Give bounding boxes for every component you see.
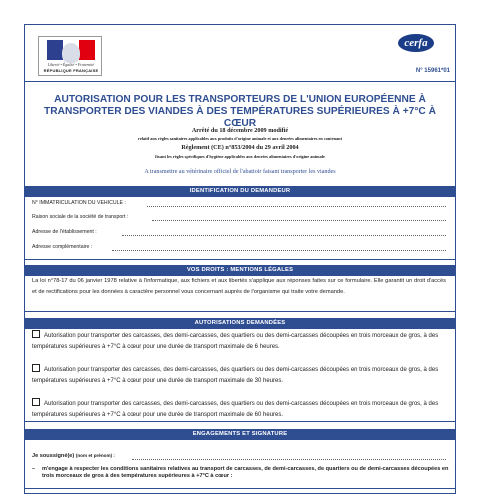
form-number: N° 15961*01 [415,68,450,74]
authorization-6h-checkbox[interactable] [32,330,40,338]
french-flag-icon [47,40,95,60]
decree-line-1: Arrêté du 18 décembre 2009 modifié [191,127,289,134]
raison-sociale-field[interactable] [152,220,446,221]
republic-label: RÉPUBLIQUE FRANÇAISE [43,68,99,73]
cerfa-logo: cerfa [398,34,434,52]
decree-line-4: fixant les règles spécifiques d'hygiène applicables aux denrées alimentaires d'origine animale [155,154,325,159]
signatory-name-field[interactable] [132,459,446,460]
adresse-label: Adresse de l'établissement : [32,229,97,235]
authorization-6h-text: Autorisation pour transporter des carcasses, des demi-carcasses, des quartiers ou des demi-carcasses découpées en trois morceaux de gros, à des températures supérieures à +7°C à cœur pour une durée de transport maximale de 6 heures. [32,333,439,350]
rights-header: VOS DROITS : MENTIONS LÉGALES [24,265,456,276]
marianne-logo [38,36,102,76]
decree-line-2: relatif aux règles sanitaires applicables aux produits d'origine animale et aux denrées alimentaires en contenant [137,136,343,141]
commitments-header: ENGAGEMENTS ET SIGNATURE [24,429,456,440]
authorization-60h-text: Autorisation pour transporter des carcasses, des demi-carcasses, des quartiers ou des demi-carcasses découpées en trois morceaux de gros, à des températures supérieures à +7°C à cœur pour une durée de transport maximale de 60 heures. [32,401,439,418]
legal-text: La loi n°78-17 du 06 janvier 1978 relative à l'informatique, aux fichiers et aux libertés s'applique aux réponses faites sur ce formulaire. Elle garantit un droit d'accès et de rectifications pour les données à caractère personnel vous concernant auprès de l'organisme qui traite votre demande. [32,278,446,295]
authorization-6h [32,330,450,353]
authorization-30h-text: Autorisation pour transporter des carcasses, des demi-carcasses, des quartiers ou des demi-carcasses découpées en trois morceaux de gros, à des températures supérieures à +7°C à cœur pour une durée de transport maximale de 30 heures. [32,367,439,384]
title-line-2: TRANSPORTER DES VIANDES À DES TEMPÉRATURES SUPÉRIEURES À +7°C À CŒUR [44,106,436,129]
title-line-1: AUTORISATION POUR LES TRANSPORTEURS DE L'UNION EUROPÉENNE À [54,94,426,105]
motto: Liberté • Égalité • Fraternité [47,62,95,67]
transmit-note: A transmettre au vétérinaire officiel de l'abattoir faisant transporter les viandes [144,169,336,175]
authorizations-header: AUTORISATIONS DEMANDÉES [24,318,456,329]
authorization-60h [32,398,450,421]
authorization-30h [32,364,450,387]
adresse-complementaire-label: Adresse complémentaire : [32,244,93,250]
adresse-complementaire-field[interactable] [112,250,446,251]
page-title [40,94,440,130]
identification-header: IDENTIFICATION DU DEMANDEUR [24,186,456,197]
immatriculation-field[interactable] [147,206,446,207]
authorization-30h-checkbox[interactable] [32,364,40,372]
authorization-60h-checkbox[interactable] [32,398,40,406]
raison-sociale-label: Raison sociale de la société de transport : [32,214,129,220]
decree-line-3: Règlement (CE) n°853/2004 du 29 avril 2004 [181,144,299,151]
commitment-item: – m'engage à respecter les conditions sanitaires relatives au transport de carcasses, de demi-carcasses, de quartiers ou de demi-carcasses découpées en trois morceaux de gros à des températures supérieures à +7°C à cœur : [32,466,449,479]
immatriculation-label: N° IMMATRICULATION DU VEHICULE : [32,200,126,206]
signatory-label: Je soussigné(e) (nom et prénom) : [32,453,115,459]
adresse-field[interactable] [122,235,446,236]
